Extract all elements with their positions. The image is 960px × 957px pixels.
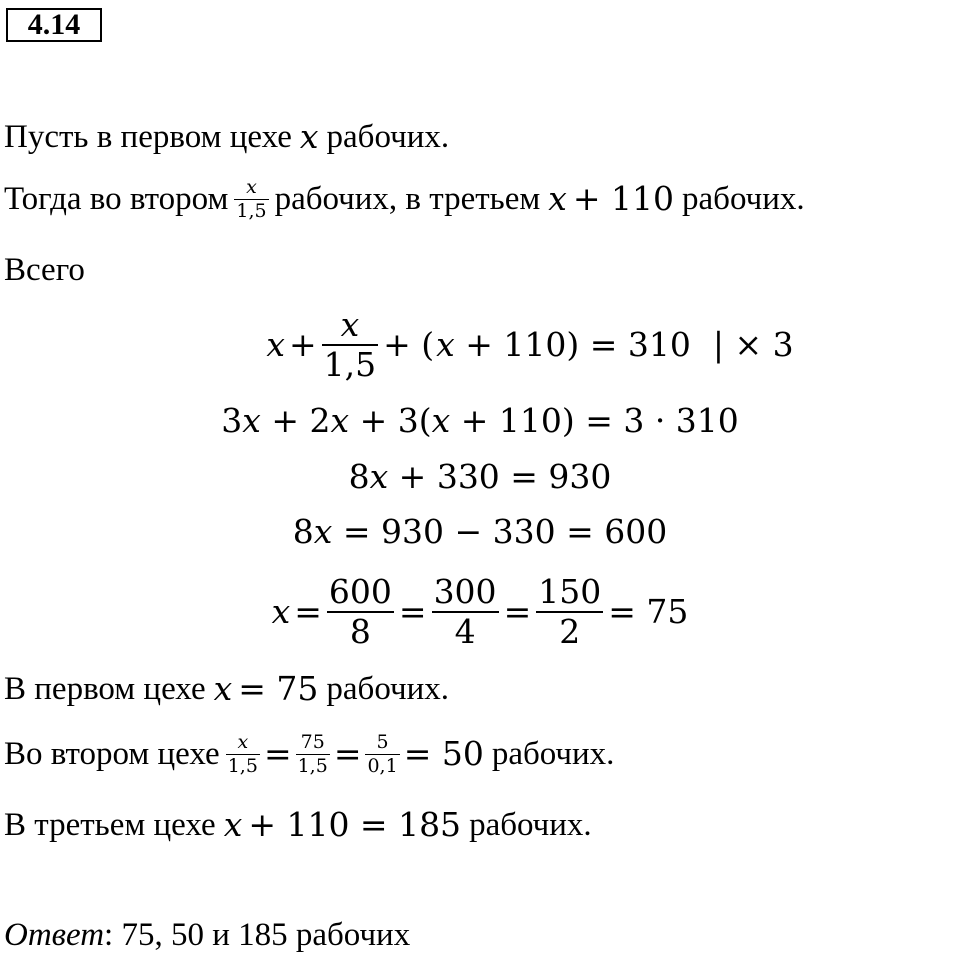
eq1-fraction-numerator: x [340,304,360,344]
result-1-value: = 75 [238,669,319,708]
intro-line-2-prefix: Тогда во втором [4,181,229,217]
intro-line-1-prefix: Пусть в первом цехе [4,119,292,155]
fraction-denominator: 1,5 [236,199,267,222]
eq2-b: + 2 [260,400,331,440]
r2-f1-numerator: x [237,730,249,753]
eq4-ax: x [313,511,333,551]
eq1-rest2: + 110) = 310 [454,324,691,364]
eq5-f1-denominator: 8 [349,611,371,651]
intro-line-2-suffix: рабочих. [682,181,805,217]
fraction-numerator: x [246,175,257,198]
eq5-f1-numerator: 600 [328,571,392,611]
answer-line [4,916,410,954]
eq2-ax: x [242,400,261,440]
r2-fraction-1 [226,730,260,777]
eq2-a: 3 [221,400,243,440]
r2-f1-denominator: 1,5 [227,754,258,777]
intro-line-1-suffix: рабочих. [326,119,450,155]
eq3-ax: x [369,456,389,496]
answer-label: Ответ [4,917,105,953]
result-1-suffix: рабочих. [326,671,449,707]
fraction-x-over-1-5 [234,175,268,222]
problem-number: 4.14 [6,8,102,42]
r2-fraction-3 [365,730,399,777]
result-line-1 [4,670,449,708]
eq5-fraction-1 [327,571,394,651]
variable-x: x [548,179,567,218]
eq5-equals: = [503,591,532,631]
intro-line-2 [4,163,805,235]
eq5-equals: = [294,591,322,631]
equation-4 [0,511,960,551]
r2-f2-numerator: 75 [300,730,325,753]
equation-1 [0,298,960,390]
eq5-fraction-3 [536,571,603,651]
eq1-multiplier: | × 3 [712,324,794,364]
eq4-a: 8 [292,511,314,551]
r2-f3-numerator: 5 [376,730,389,753]
result-line-2: Во втором цехе $\frac{x}{1,5}$ = $\frac{75}{1,5}$ = $\frac{5}{0,1}$ = 50 рабочих. [4,730,615,777]
eq2-d: + 110) = 3 · 310 [450,400,739,440]
result-3-prefix: В третьем цехе [4,807,216,843]
r2-f2-denominator: 1,5 [297,754,328,777]
answer-text: : 75, 50 и 185 рабочих [104,917,411,953]
eq3-rest: + 330 = 930 [388,456,612,496]
eq5-result: = 75 [608,591,689,631]
intro-line-2-mid: рабочих, в третьем [274,181,541,217]
eq1-fraction [322,304,378,384]
eq5-f2-numerator: 300 [433,571,497,611]
result-2-suffix: рабочих. [491,736,615,772]
r2-fraction-2 [296,730,330,777]
result-3-suffix: рабочих. [469,807,592,843]
result-2-value: = 50 [403,734,484,773]
eq5-equals: = [398,591,427,631]
variable-x: x [213,669,233,708]
eq3-a: 8 [348,456,370,496]
eq2-bx: x [330,400,350,440]
result-2-prefix: Во втором цехе [4,736,220,772]
eq1-x: x [266,324,285,364]
eq1-rest: + ( [383,324,435,364]
result-3-value: + 110 = 185 [248,805,462,844]
variable-x: x [299,117,319,156]
eq5-f3-denominator: 2 [559,611,581,651]
eq5-x: x [271,591,291,631]
eq4-rest: = 930 − 330 = 600 [332,511,668,551]
equation-2 [0,400,960,440]
equation-3 [0,456,960,496]
eq1-fraction-denominator: 1,5 [323,344,377,384]
eq1-plus: + [288,324,317,364]
intro-line-3-text: Всего [4,252,85,288]
result-1-prefix: В первом цехе [4,671,206,707]
r2-f3-denominator: 0,1 [367,754,398,777]
result-line-3 [4,806,592,844]
eq5-fraction-2 [432,571,499,651]
variable-x: x [223,805,243,844]
eq1-x2: x [436,324,455,364]
eq5-f2-denominator: 4 [454,611,476,651]
intro-line-1 [4,118,449,156]
eq2-c: + 3( [349,400,432,440]
eq2-cx: x [431,400,451,440]
equation-5 [0,565,960,657]
eq5-f3-numerator: 150 [538,571,602,611]
plus-110: + 110 [572,179,675,218]
intro-line-3 [4,251,85,289]
